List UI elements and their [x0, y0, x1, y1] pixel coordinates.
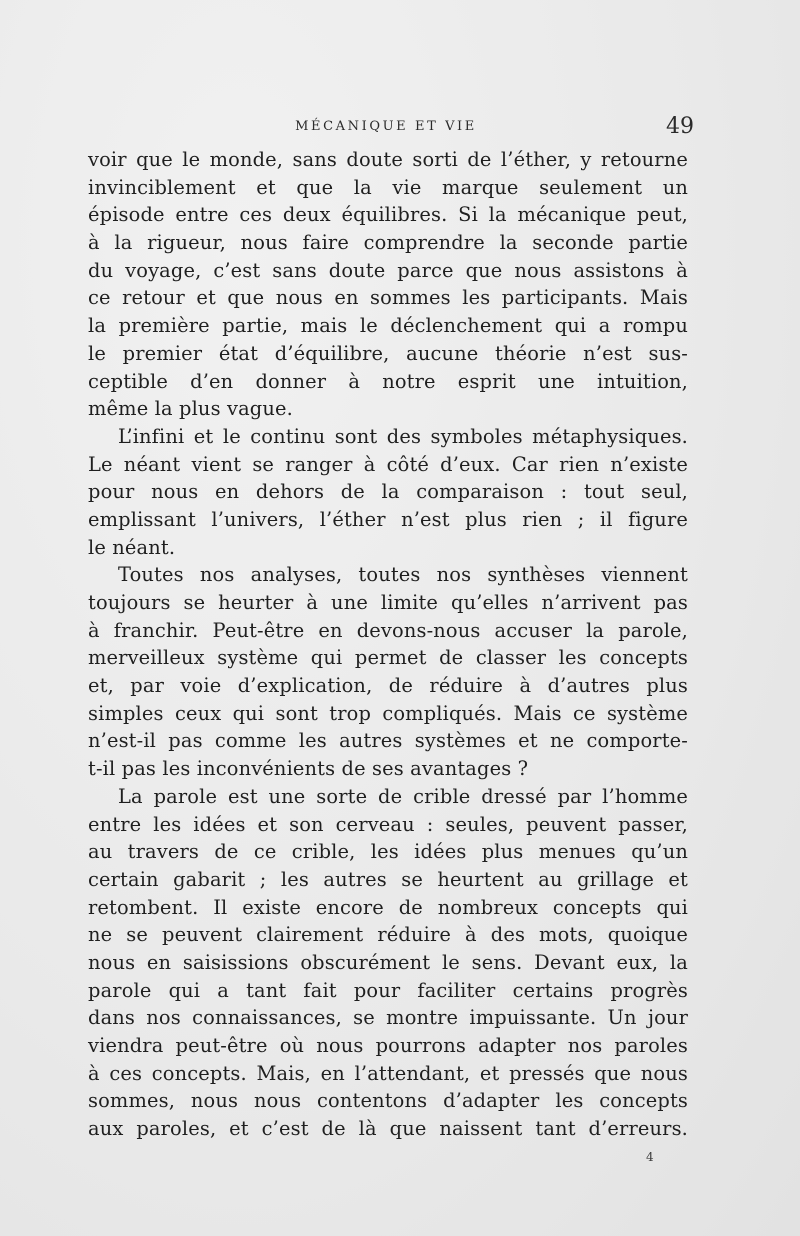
running-title: MÉCANIQUE ET VIE	[295, 119, 477, 134]
text-line: et, par voie d’explication, de réduire à d’autres plus	[88, 674, 688, 698]
text-line: toujours se heurter à une limite qu’elles n’arrivent pas	[88, 591, 688, 614]
text-line: L’infini et le continu sont des symboles métaphysiques.	[118, 424, 688, 448]
text-line: aux paroles, et c’est de là que naissent tant d’erreurs.	[88, 1117, 688, 1141]
text-line: t-il pas les inconvénients de ses avantages ?	[88, 757, 529, 781]
text-line: invinciblement et que la vie marque seulement un	[88, 175, 688, 199]
body-text	[88, 146, 688, 1143]
text-line: ne se peuvent clairement réduire à des mots, quoique	[88, 923, 688, 947]
text-line: même la plus vague.	[88, 397, 293, 421]
text-line: le premier état d’équilibre, aucune théorie n’est sus-	[88, 341, 688, 365]
text-line: ce retour et que nous en sommes les participants. Mais	[88, 286, 688, 310]
text-line: Le néant vient se ranger à côté d’eux. Car rien n’existe	[88, 452, 688, 476]
text-line: pour nous en dehors de la comparaison : tout seul,	[88, 480, 688, 504]
page-number: 49	[666, 114, 694, 139]
text-line: ceptible d’en donner à notre esprit une intuition,	[88, 369, 688, 393]
paragraph-1	[88, 146, 688, 423]
text-line: emplissant l’univers, l’éther n’est plus rien ; il figure	[88, 507, 688, 531]
text-line: retombent. Il existe encore de nombreux concepts qui	[88, 895, 688, 919]
text-line: voir que le monde, sans doute sorti de l’éther, y retourne	[88, 148, 688, 171]
text-line: La parole est une sorte de crible dressé par l’homme	[118, 784, 688, 808]
paragraph-2	[88, 423, 688, 561]
text-line: nous en saisissions obscurément le sens. Devant eux, la	[88, 950, 688, 974]
text-line: certain gabarit ; les autres se heurtent au grillage et	[88, 867, 688, 891]
text-line: viendra peut-être où nous pourrons adapter nos paroles	[88, 1034, 688, 1057]
running-head	[84, 114, 694, 140]
paragraph-3	[88, 561, 688, 783]
text-line: n’est-il pas comme les autres systèmes et ne comporte-	[88, 729, 688, 753]
text-line: la première partie, mais le déclenchement qui a rompu	[88, 314, 688, 338]
text-line: dans nos connaissances, se montre impuissante. Un jour	[88, 1006, 688, 1030]
text-line: à la rigueur, nous faire comprendre la seconde partie	[88, 231, 688, 255]
text-line: entre les idées et son cerveau : seules, peuvent passer,	[88, 812, 688, 836]
text-line: simples ceux qui sont trop compliqués. Mais ce système	[88, 701, 688, 725]
signature-mark: 4	[646, 1150, 654, 1164]
text-line: épisode entre ces deux équilibres. Si la mécanique peut,	[88, 203, 688, 227]
text-line: Toutes nos analyses, toutes nos synthèses viennent	[118, 563, 688, 587]
paragraph-4	[88, 783, 688, 1143]
text-line: du voyage, c’est sans doute parce que nous assistons à	[88, 258, 688, 282]
text-line: merveilleux système qui permet de classer les concepts	[88, 646, 688, 670]
text-line: parole qui a tant fait pour faciliter certains progrès	[88, 978, 688, 1002]
text-line: sommes, nous nous contentons d’adapter les concepts	[88, 1089, 688, 1113]
text-line: au travers de ce crible, les idées plus menues qu’un	[88, 840, 688, 864]
text-line: le néant.	[88, 535, 176, 559]
text-line: à franchir. Peut-être en devons-nous accuser la parole,	[88, 618, 688, 642]
text-line: à ces concepts. Mais, en l’attendant, et pressés que nous	[88, 1061, 688, 1085]
